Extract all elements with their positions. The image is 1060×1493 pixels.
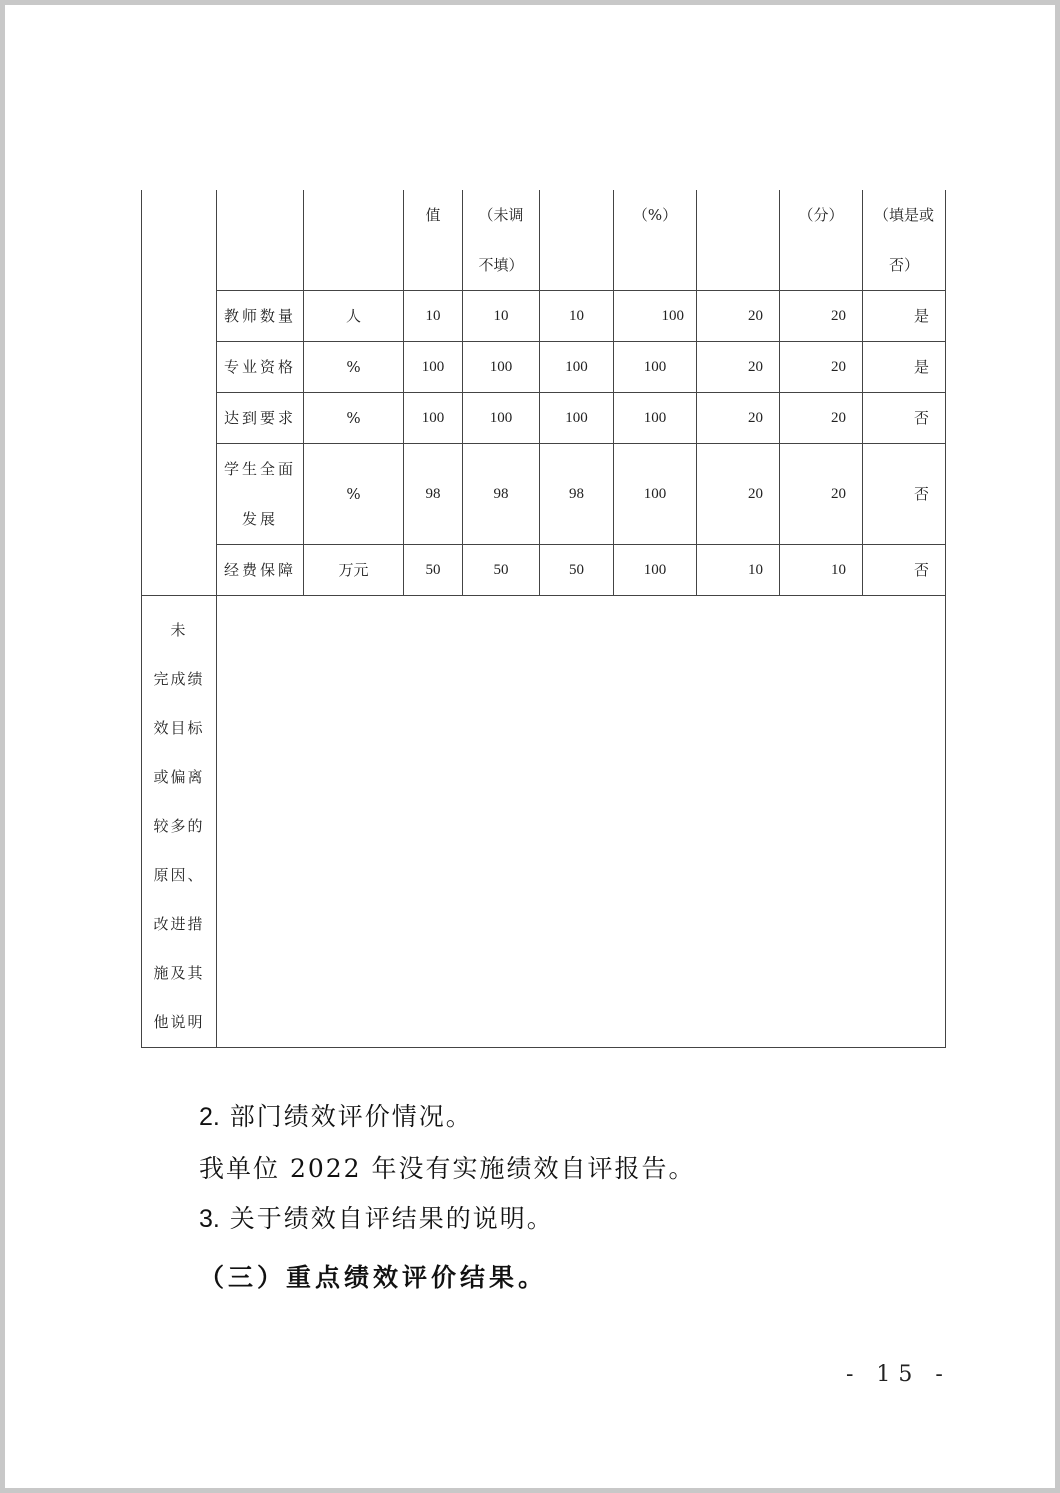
header-row bbox=[142, 190, 946, 291]
header-text: （分） bbox=[798, 206, 844, 224]
score-cell: 10 bbox=[780, 545, 863, 596]
explanation-row bbox=[142, 596, 946, 1048]
indicator-cell bbox=[217, 444, 304, 545]
adjusted-cell: 10 bbox=[463, 291, 540, 342]
weight-cell: 20 bbox=[697, 291, 780, 342]
header-text: （未调 bbox=[478, 206, 524, 224]
section-number: 2. bbox=[199, 1103, 220, 1131]
flag-cell: 否 bbox=[863, 393, 946, 444]
rate-cell: 100 bbox=[614, 342, 697, 393]
explanation-label-line: 未 bbox=[170, 621, 188, 639]
flag-cell: 是 bbox=[863, 291, 946, 342]
adjusted-cell: 50 bbox=[463, 545, 540, 596]
indicator-text: 学生全面 bbox=[223, 460, 296, 478]
header-cell-flag bbox=[863, 190, 946, 291]
indicator-cell: 达到要求 bbox=[217, 393, 304, 444]
adjusted-cell: 100 bbox=[463, 342, 540, 393]
explanation-label-cell bbox=[142, 596, 217, 1048]
header-cell-target bbox=[404, 190, 463, 291]
header-text: （填是或 bbox=[873, 206, 934, 224]
header-cell-score bbox=[780, 190, 863, 291]
actual-cell: 98 bbox=[540, 444, 614, 545]
target-cell: 98 bbox=[404, 444, 463, 545]
actual-cell: 100 bbox=[540, 342, 614, 393]
section-text: 部门绩效评价情况。 bbox=[219, 1102, 473, 1131]
weight-cell: 20 bbox=[697, 444, 780, 545]
section-line-2 bbox=[199, 1097, 473, 1133]
header-text: 不填） bbox=[478, 256, 524, 274]
header-text: （%） bbox=[632, 206, 678, 224]
explanation-label-line: 较多的 bbox=[153, 817, 205, 835]
unit-cell: 万元 bbox=[304, 545, 404, 596]
section-text: 关于绩效自评结果的说明。 bbox=[219, 1204, 554, 1233]
explanation-label-line: 他说明 bbox=[153, 1013, 205, 1031]
header-cell-indicator bbox=[217, 190, 304, 291]
header-cell-unit bbox=[304, 190, 404, 291]
actual-cell: 100 bbox=[540, 393, 614, 444]
performance-table bbox=[141, 190, 946, 1048]
flag-cell: 是 bbox=[863, 342, 946, 393]
score-cell: 20 bbox=[780, 291, 863, 342]
explanation-label-line: 完成绩 bbox=[153, 670, 205, 688]
adjusted-cell: 100 bbox=[463, 393, 540, 444]
unit-cell: % bbox=[304, 342, 404, 393]
weight-cell: 20 bbox=[697, 342, 780, 393]
page-number: - 15 - bbox=[846, 1362, 951, 1387]
weight-cell: 10 bbox=[697, 545, 780, 596]
header-text: 否） bbox=[888, 256, 919, 274]
target-cell: 10 bbox=[404, 291, 463, 342]
indicator-cell: 经费保障 bbox=[217, 545, 304, 596]
explanation-label-line: 效目标 bbox=[153, 719, 205, 737]
explanation-label-line: 或偏离 bbox=[153, 768, 205, 786]
flag-cell: 否 bbox=[863, 545, 946, 596]
actual-cell: 50 bbox=[540, 545, 614, 596]
table-row bbox=[142, 545, 946, 596]
target-cell: 50 bbox=[404, 545, 463, 596]
header-cell-adjusted bbox=[463, 190, 540, 291]
section-line-3 bbox=[199, 1199, 554, 1235]
rate-cell: 100 bbox=[614, 291, 697, 342]
rate-cell: 100 bbox=[614, 393, 697, 444]
target-cell: 100 bbox=[404, 393, 463, 444]
flag-cell: 否 bbox=[863, 444, 946, 545]
indicator-cell: 教师数量 bbox=[217, 291, 304, 342]
target-cell: 100 bbox=[404, 342, 463, 393]
table-row bbox=[142, 393, 946, 444]
explanation-content-cell bbox=[217, 596, 946, 1048]
score-cell: 20 bbox=[780, 444, 863, 545]
explanation-label-line: 改进措 bbox=[153, 915, 205, 933]
body-paragraph: 我单位 2022 年没有实施绩效自评报告。 bbox=[199, 1154, 696, 1183]
header-cell-actual bbox=[540, 190, 614, 291]
table-row bbox=[142, 291, 946, 342]
table-row bbox=[142, 444, 946, 545]
actual-cell: 10 bbox=[540, 291, 614, 342]
left-merged-cell bbox=[142, 190, 217, 596]
section-heading: （三）重点绩效评价结果。 bbox=[199, 1263, 548, 1292]
score-cell: 20 bbox=[780, 342, 863, 393]
unit-cell: % bbox=[304, 393, 404, 444]
explanation-label-line: 施及其 bbox=[153, 964, 205, 982]
unit-cell: % bbox=[304, 444, 404, 545]
table-row bbox=[142, 342, 946, 393]
explanation-label-line: 原因、 bbox=[153, 866, 205, 884]
rate-cell: 100 bbox=[614, 545, 697, 596]
section-number: 3. bbox=[199, 1205, 220, 1233]
score-cell: 20 bbox=[780, 393, 863, 444]
adjusted-cell: 98 bbox=[463, 444, 540, 545]
indicator-cell: 专业资格 bbox=[217, 342, 304, 393]
indicator-text: 发展 bbox=[241, 510, 278, 528]
header-cell-rate bbox=[614, 190, 697, 291]
rate-cell: 100 bbox=[614, 444, 697, 545]
header-cell-weight bbox=[697, 190, 780, 291]
weight-cell: 20 bbox=[697, 393, 780, 444]
header-text: 值 bbox=[425, 206, 441, 224]
unit-cell: 人 bbox=[304, 291, 404, 342]
